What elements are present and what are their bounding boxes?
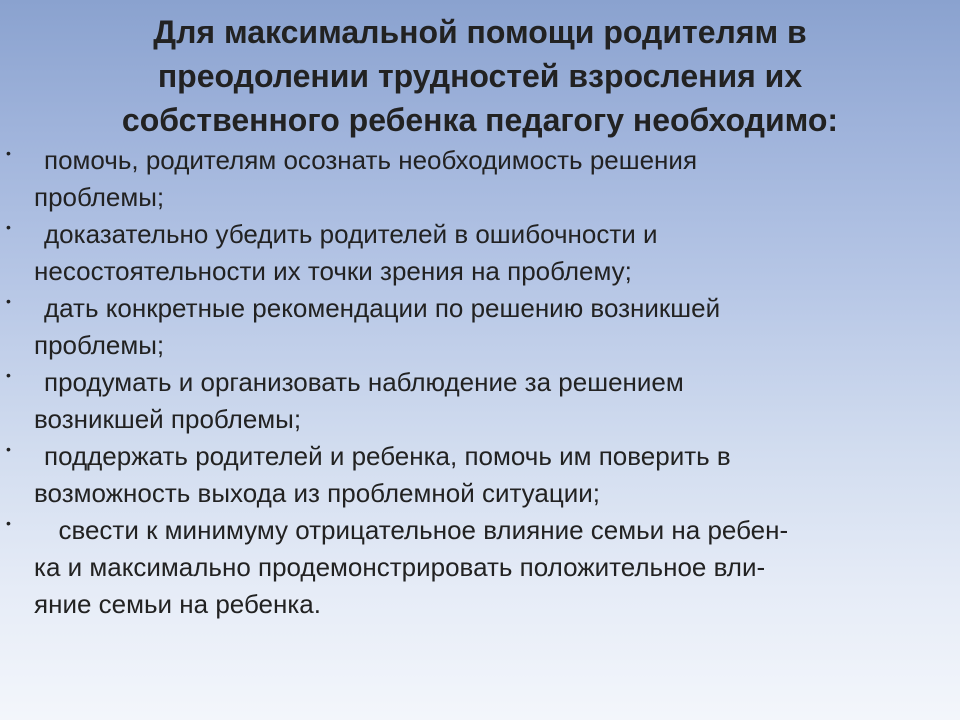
bullet-list bbox=[0, 142, 960, 623]
bullet-icon: • bbox=[6, 515, 11, 531]
list-item-text: дать конкретные рекомендации по решению возникшей bbox=[44, 293, 721, 323]
bullet-icon: • bbox=[6, 219, 11, 235]
list-item bbox=[0, 438, 960, 512]
list-item bbox=[0, 142, 960, 216]
list-item-text: проблемы; bbox=[34, 330, 165, 360]
list-item-text: возникшей проблемы; bbox=[34, 404, 302, 434]
list-item bbox=[0, 216, 960, 290]
title-line: Для максимальной помощи родителям в bbox=[153, 14, 807, 50]
bullet-icon: • bbox=[6, 441, 11, 457]
list-item-text: доказательно убедить родителей в ошибочности и bbox=[44, 219, 658, 249]
list-item-text: несостоятельности их точки зрения на проблему; bbox=[34, 256, 632, 286]
list-item bbox=[0, 290, 960, 364]
list-item-text: поддержать родителей и ребенка, помочь им поверить в bbox=[44, 441, 731, 471]
list-item-text: ка и максимально продемонстрировать положительное вли- bbox=[34, 552, 766, 582]
list-item-text: яние семьи на ребенка. bbox=[34, 589, 321, 619]
list-item-text: возможность выхода из проблемной ситуации; bbox=[34, 478, 601, 508]
list-item-text: проблемы; bbox=[34, 182, 165, 212]
bullet-icon: • bbox=[6, 367, 11, 383]
list-item bbox=[0, 512, 960, 623]
list-item-text: помочь, родителям осознать необходимость решения bbox=[44, 145, 698, 175]
bullet-icon: • bbox=[6, 293, 11, 309]
list-item-text: свести к минимуму отрицательное влияние семьи на ребен- bbox=[44, 515, 789, 545]
title-line: преодолении трудностей взросления их bbox=[157, 58, 803, 94]
bullet-icon: • bbox=[6, 145, 11, 161]
title-line: собственного ребенка педагогу необходимо: bbox=[121, 102, 839, 138]
slide-title bbox=[40, 10, 920, 142]
list-item-text: продумать и организовать наблюдение за решением bbox=[44, 367, 684, 397]
list-item bbox=[0, 364, 960, 438]
